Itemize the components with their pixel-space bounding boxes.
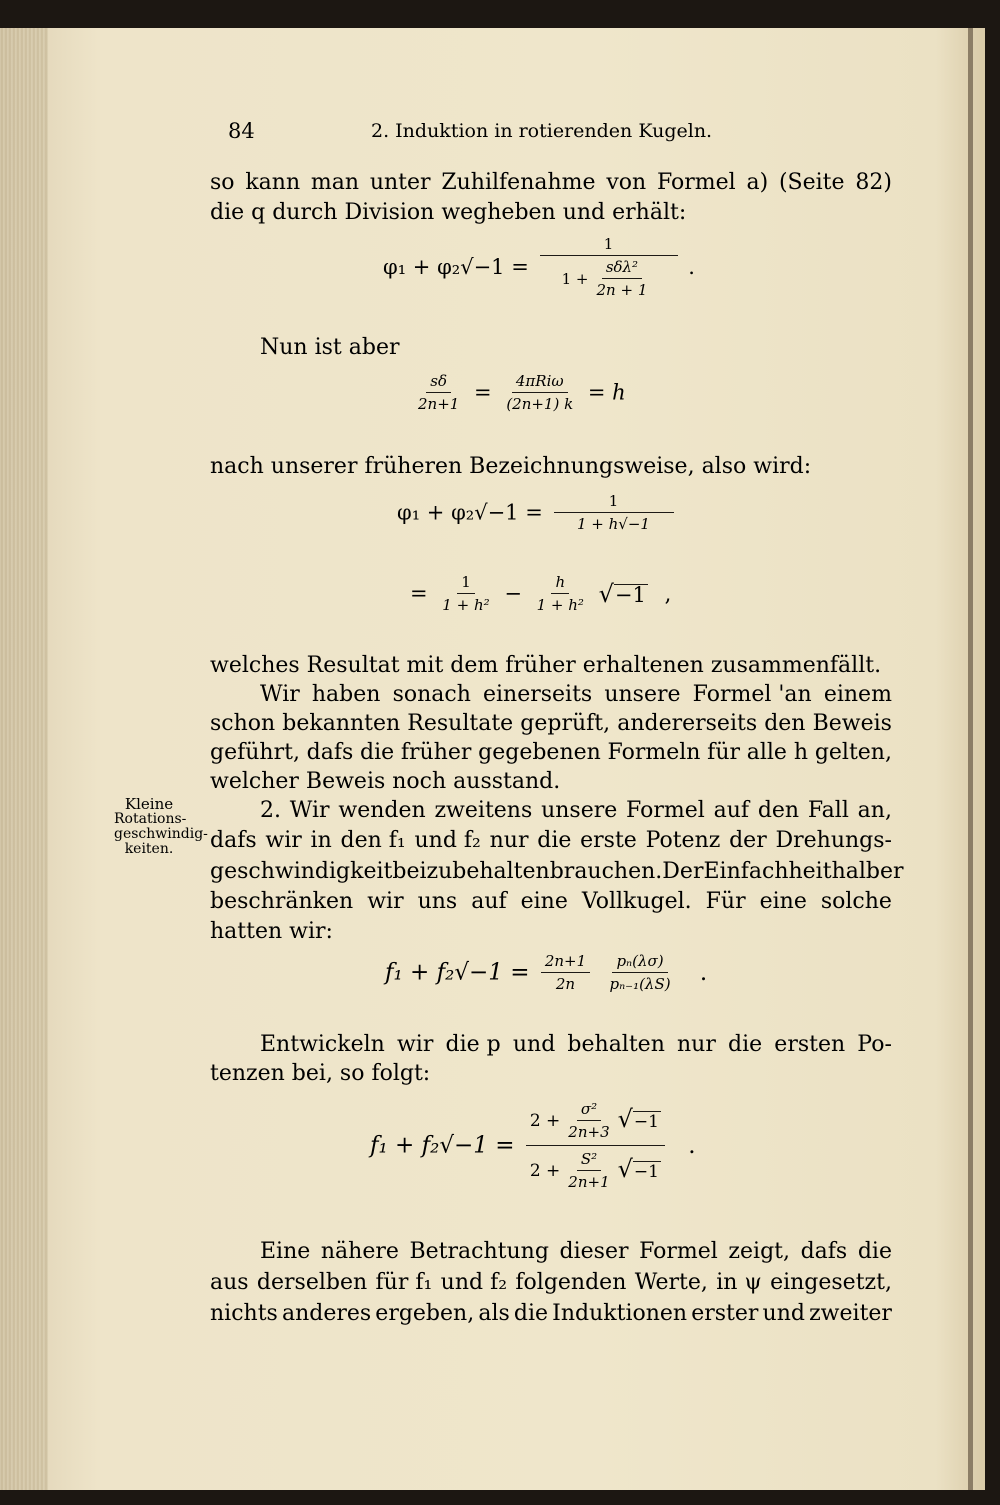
equation-6: f₁ + f₂√−1 = 2 + $\frac{\text{σ²}}{2n+3}$ √−1 2 + $\frac{\text{S²}}{2n+1}$ √−1 . [370,1100,696,1191]
para5-line1: Eine nähere Betrachtung dieser Formel zeigt, dafs die [260,1239,892,1264]
page-edges [0,28,48,1490]
para3-line2: dafs wir in den f₁ und f₂ nur die erste Potenz der Drehungs- [210,828,892,853]
para4-line1: Entwickeln wir die p und behalten nur die ersten Po- [260,1032,892,1057]
para3-line4: beschränken wir uns auf eine Vollkugel. Für eine solche [210,889,892,914]
gutter-shadow [968,28,973,1490]
para2-line4: geführt, dafs die früher gegebenen Formeln für alle h gelten, [210,740,892,765]
equation-2: $\frac{s\delta}{2n+1}$ = $\frac{\text{4πRiω}}{(2n+1) k}$ = h [418,372,626,413]
equation-4: = $\frac{1}{\text{1 + h²}}$ − $\frac{h}{\text{1 + h²}}$ √−1 , [410,573,672,614]
para1-line2: die q durch Division wegheben und erhält: [210,200,687,225]
para5-line2: aus derselben für f₁ und f₂ folgenden Werte, in ψ eingesetzt, [210,1270,892,1295]
para5-line3: nichts anderes ergeben, als die Induktionen erster und zweiter [210,1301,892,1326]
nun-ist-aber: Nun ist aber [260,335,400,360]
equation-1: φ₁ + φ₂√−1 = 1 1 + $\frac{\text{sδλ²}}{2n + 1}$ . [383,235,695,299]
para3-line3: geschwindigkeit beizubehalten brauchen. Der Einfachheit halber [210,859,904,884]
equation-5: f₁ + f₂√−1 = $\frac{2n+1}{2n}$ $\frac{\text{pₙ(λσ)}}{\text{pₙ₋₁(λS)}}$ . [385,952,708,993]
para2-line2: Wir haben sonach einerseits unsere Formel 'an einem [260,682,892,707]
para1-line1: so kann man unter Zuhilfenahme von Formel a) (Seite 82) [210,170,892,195]
para3-line5: hatten wir: [210,919,333,944]
running-title: 2. Induktion in rotierenden Kugeln. [371,120,713,142]
margin-note: Kleine Rotations- geschwindig- keiten. [114,795,208,857]
page-number: 84 [228,119,255,143]
para2-line1: welches Resultat mit dem früher erhaltenen zusammenfällt. [210,653,882,678]
nach-unserer: nach unserer früheren Bezeichnungsweise, also wird: [210,454,812,479]
para3-line1: 2. Wir wenden zweitens unsere Formel auf den Fall an, [260,798,892,823]
para2-line3: schon bekannten Resultate geprüft, andererseits den Beweis [210,711,892,736]
para4-line2: tenzen bei, so folgt: [210,1061,431,1086]
equation-3: φ₁ + φ₂√−1 = $\frac{1}{1 + h√-1}$ [397,492,678,533]
para2-line5: welcher Beweis noch ausstand. [210,769,561,794]
